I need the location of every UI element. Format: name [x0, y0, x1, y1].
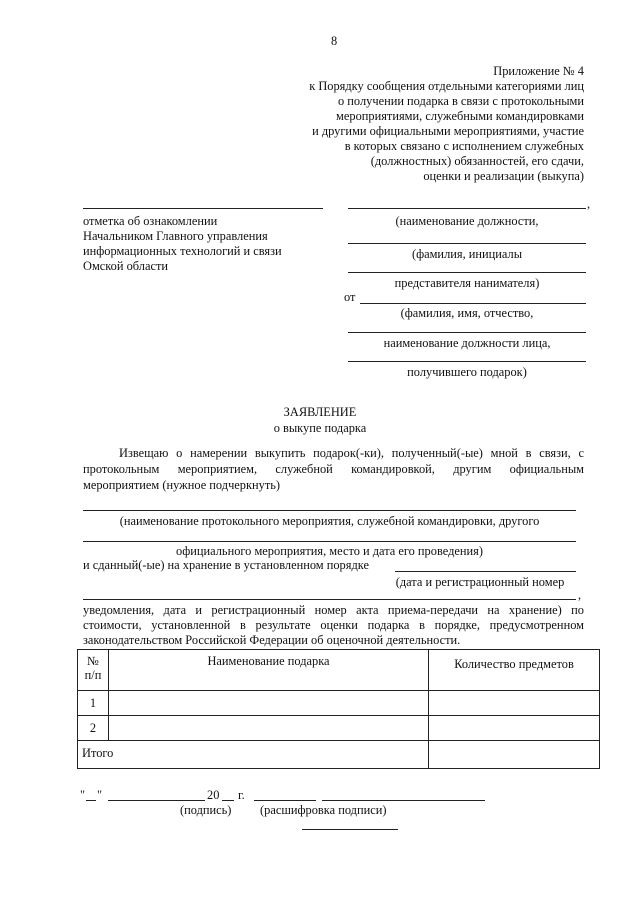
representative-line[interactable]: [348, 272, 586, 273]
appendix-line: и другими официальными мероприятиями, участие: [312, 124, 584, 138]
from-label: от: [344, 290, 356, 304]
paragraph-line: мероприятием (нужное подчеркнуть): [83, 478, 281, 492]
acknowledgement-text: информационных технологий и связи: [83, 244, 282, 258]
quote-open: ": [80, 788, 86, 802]
bottom-line: [302, 829, 398, 830]
table-row: [78, 716, 600, 741]
header-gift-name: Наименование подарка: [109, 650, 429, 691]
hint-registration: (дата и регистрационный номер: [395, 575, 565, 589]
storage-text: и сданный(-ые) на хранение в установленном порядке: [83, 558, 369, 572]
appendix-line: о получении подарка в связи с протокольными: [338, 94, 584, 108]
header-number: № п/п: [78, 650, 109, 691]
position-line[interactable]: [348, 208, 586, 209]
hint-event: (наименование протокольного мероприятия, служебной командировки, другого: [119, 514, 540, 528]
paragraph-line: законодательством Российской Федерации об оценочной деятельности.: [83, 633, 461, 647]
acknowledgement-text: отметка об ознакомлении: [83, 214, 218, 228]
comma: ,: [587, 197, 591, 211]
quote-close: ": [97, 788, 103, 802]
row-number: 2: [78, 716, 109, 741]
recipient-line[interactable]: [348, 361, 586, 362]
year-suffix: г.: [238, 788, 245, 802]
statement-title: ЗАЯВЛЕНИЕ: [283, 405, 357, 419]
day-field[interactable]: [86, 800, 96, 801]
appendix-line: к Порядку сообщения отдельными категориями лиц: [309, 79, 584, 93]
quantity-cell[interactable]: [429, 691, 600, 716]
hint-representative: представителя нанимателя): [394, 276, 540, 290]
acknowledgement-text: Начальником Главного управления: [83, 229, 268, 243]
table-total-row: [78, 741, 600, 769]
signature-field[interactable]: [254, 800, 316, 801]
acknowledgement-line: [83, 208, 323, 209]
appendix-title: Приложение № 4: [493, 64, 584, 78]
statement-subtitle: о выкупе подарка: [273, 421, 367, 435]
hint-signature: (подпись): [180, 803, 232, 817]
appendix-line: мероприятиями, служебными командировками: [336, 109, 584, 123]
event-line-2[interactable]: [83, 541, 576, 542]
hint-recipient: получившего подарок): [407, 365, 527, 379]
row-number: 1: [78, 691, 109, 716]
appendix-line: в которых связано с исполнением служебных: [344, 139, 584, 153]
comma: ,: [578, 588, 582, 602]
month-field[interactable]: [108, 800, 205, 801]
hint-event: официального мероприятия, место и дата его проведения): [176, 544, 483, 558]
gift-name-cell[interactable]: [109, 716, 429, 741]
registration-line-2[interactable]: [83, 599, 576, 600]
paragraph-line: уведомления, дата и регистрационный номер акта приема-передачи на хранение) по: [83, 603, 584, 617]
gift-name-cell[interactable]: [109, 691, 429, 716]
table-row: [78, 691, 600, 716]
header-quantity: Количество предметов: [429, 650, 600, 691]
paragraph-line: стоимости, установленной в результате оценки подарка в порядке, предусмотренном: [83, 618, 584, 632]
signature-decode-field[interactable]: [322, 800, 485, 801]
appendix-line: (должностных) обязанностей, его сдачи,: [370, 154, 584, 168]
gifts-table: [77, 649, 600, 769]
acknowledgement-text: Омской области: [83, 259, 169, 273]
page-number: 8: [331, 34, 338, 48]
paragraph-line: Извещаю о намерении выкупить подарок(-ки), полученный(-ые) мной в связи, с: [119, 446, 584, 460]
hint-name: (фамилия, инициалы: [411, 247, 523, 261]
paragraph-line: протокольным мероприятием, служебной командировкой, другим официальным: [83, 462, 584, 476]
total-label: Итого: [78, 741, 429, 769]
table-header-row: [78, 650, 600, 691]
hint-applicant-position: наименование должности лица,: [383, 336, 551, 350]
applicant-position-line[interactable]: [348, 332, 586, 333]
quantity-cell[interactable]: [429, 716, 600, 741]
hint-fio: (фамилия, имя, отчество,: [400, 306, 534, 320]
year-prefix: 20: [207, 788, 220, 802]
total-quantity-cell[interactable]: [429, 741, 600, 769]
hint-position: (наименование должности,: [395, 214, 539, 228]
year-field[interactable]: [222, 800, 234, 801]
name-line[interactable]: [348, 243, 586, 244]
from-line[interactable]: [360, 303, 586, 304]
appendix-line: оценки и реализации (выкупа): [423, 169, 584, 183]
event-line-1[interactable]: [83, 510, 576, 511]
hint-signature-decode: (расшифровка подписи): [260, 803, 387, 817]
registration-line-1[interactable]: [395, 571, 576, 572]
